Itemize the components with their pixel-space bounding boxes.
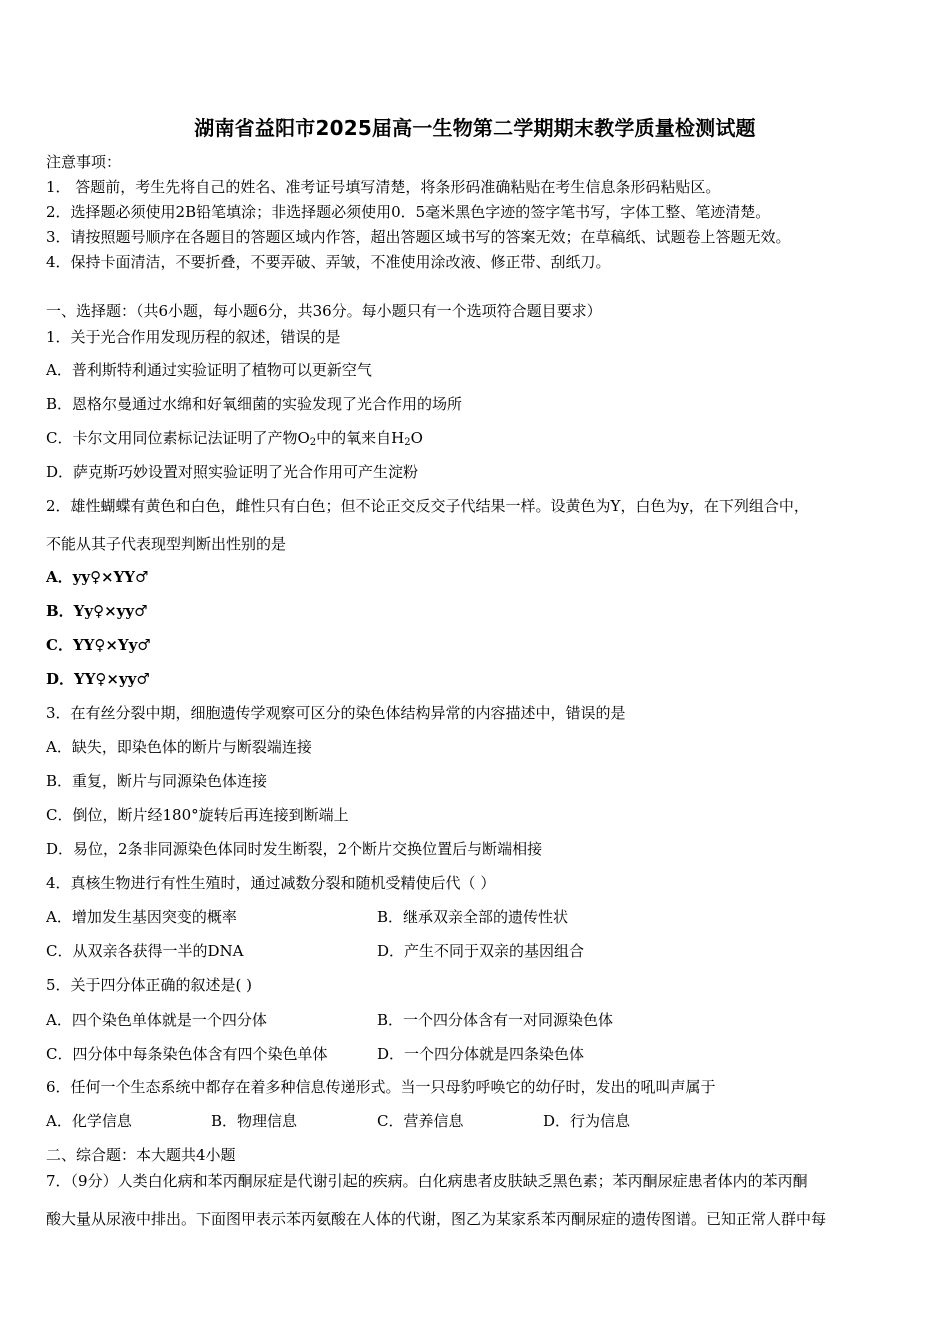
notice-heading: 注意事项： xyxy=(46,153,122,171)
notice-item: 3．请按照题号顺序在各题目的答题区域内作答，超出答题区域书写的答案无效；在草稿纸、试题卷上答题无效。 xyxy=(46,228,791,246)
question-stem: 6．任何一个生态系统中都存在着多种信息传递形式。当一只母豹呼唤它的幼仔时，发出的吼叫声属于 xyxy=(46,1078,716,1096)
question-stem-cont: 酸大量从尿液中排出。下面图甲表示苯丙氨酸在人体的代谢，图乙为某家系苯丙酮尿症的遗传图谱。已知正常人群中每 xyxy=(46,1210,827,1228)
option-a: A．四个染色单体就是一个四分体 xyxy=(46,1011,267,1029)
option-c: C．倒位，断片经180°旋转后再连接到断端上 xyxy=(46,806,349,824)
section-heading-choice: 一、选择题：（共6小题，每小题6分，共36分。每小题只有一个选项符合题目要求） xyxy=(46,302,602,320)
option-b: B．物理信息 xyxy=(211,1112,298,1130)
notice-item: 1． 答题前，考生先将自己的姓名、准考证号填写清楚，将条形码准确粘贴在考生信息条形码粘贴区。 xyxy=(46,178,721,196)
option-a: A．化学信息 xyxy=(46,1112,132,1130)
option-a: A．增加发生基因突变的概率 xyxy=(46,908,237,926)
page-title: 湖南省益阳市2025届高一生物第二学期期末教学质量检测试题 xyxy=(194,116,756,140)
section-heading-comprehensive: 二、综合题：本大题共4小题 xyxy=(46,1146,236,1164)
question-stem: 2．雄性蝴蝶有黄色和白色，雌性只有白色；但不论正交反交子代结果一样。设黄色为Y，白色为y，在下列组合中， xyxy=(46,497,809,515)
question-stem: 4．真核生物进行有性生殖时，通过减数分裂和随机受精使后代（ ） xyxy=(46,874,496,892)
option-b: B．Yy♀×yy♂ xyxy=(46,602,148,620)
question-stem: 3．在有丝分裂中期，细胞遗传学观察可区分的染色体结构异常的内容描述中，错误的是 xyxy=(46,704,626,722)
option-c: C．营养信息 xyxy=(377,1112,464,1130)
subscript: 2 xyxy=(404,437,411,448)
option-c-text: O xyxy=(410,429,423,447)
question-stem: 7．（9分）人类白化病和苯丙酮尿症是代谢引起的疾病。白化病患者皮肤缺乏黑色素；苯丙酮尿症患者体内的苯丙酮 xyxy=(46,1172,808,1190)
notice-item: 4．保持卡面清洁，不要折叠，不要弄破、弄皱，不准使用涂改液、修正带、刮纸刀。 xyxy=(46,253,611,271)
option-a: A．缺失，即染色体的断片与断裂端连接 xyxy=(46,738,312,756)
option-b: B．继承双亲全部的遗传性状 xyxy=(377,908,569,926)
option-d: D．行为信息 xyxy=(543,1112,631,1130)
notice-item: 2．选择题必须使用2B铅笔填涂；非选择题必须使用0．5毫米黑色字迹的签字笔书写，字体工整、笔迹清楚。 xyxy=(46,203,771,221)
question-stem: 5．关于四分体正确的叙述是( ) xyxy=(46,976,253,994)
option-c: C．YY♀×Yy♂ xyxy=(46,636,151,654)
option-c-text: 中的氧来自H xyxy=(316,429,405,447)
option-c xyxy=(46,428,423,453)
option-c: C．四分体中每条染色体含有四个染色单体 xyxy=(46,1045,328,1063)
question-stem-cont: 不能从其子代表现型判断出性别的是 xyxy=(46,535,287,553)
option-b: B．一个四分体含有一对同源染色体 xyxy=(377,1011,614,1029)
question-stem: 1．关于光合作用发现历程的叙述，错误的是 xyxy=(46,328,341,346)
option-b: B．重复，断片与同源染色体连接 xyxy=(46,772,268,790)
option-d: D．一个四分体就是四条染色体 xyxy=(377,1045,585,1063)
option-d: D．产生不同于双亲的基因组合 xyxy=(377,942,585,960)
option-d: D．易位，2条非同源染色体同时发生断裂，2个断片交换位置后与断端相接 xyxy=(46,840,543,858)
option-d: D．YY♀×yy♂ xyxy=(46,670,150,688)
option-b: B．恩格尔曼通过水绵和好氧细菌的实验发现了光合作用的场所 xyxy=(46,395,463,413)
option-a: A．yy♀×YY♂ xyxy=(46,568,149,586)
option-c-text: C．卡尔文用同位素标记法证明了产物O xyxy=(46,429,310,447)
option-a: A．普利斯特利通过实验证明了植物可以更新空气 xyxy=(46,361,372,379)
option-c: C．从双亲各获得一半的DNA xyxy=(46,942,244,960)
subscript: 2 xyxy=(309,437,317,448)
option-d: D．萨克斯巧妙设置对照实验证明了光合作用可产生淀粉 xyxy=(46,463,419,481)
